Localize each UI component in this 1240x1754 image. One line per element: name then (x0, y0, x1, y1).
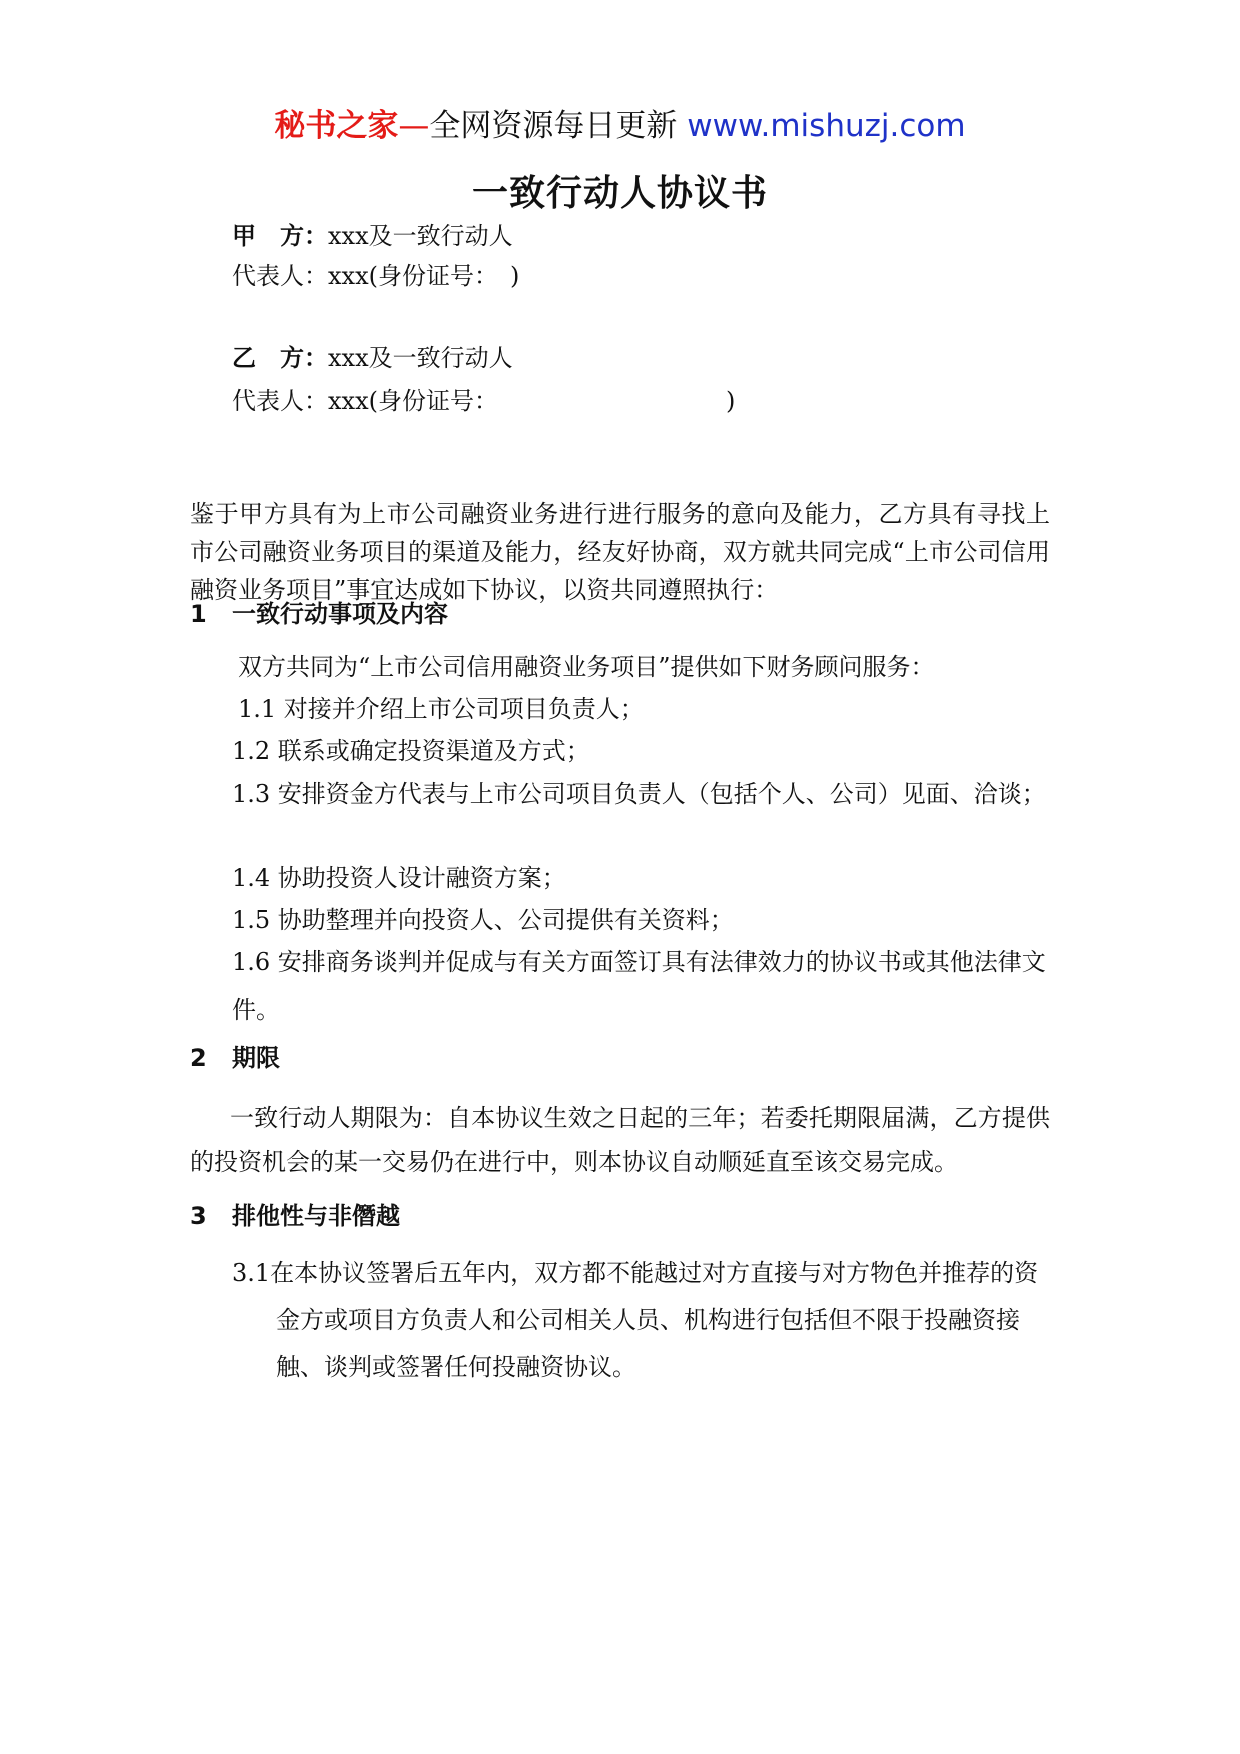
section-3-number: 3 (190, 1202, 207, 1230)
document-title: 一致行动人协议书 (471, 173, 768, 214)
party-a-name: xxx及一致行动人 (328, 222, 513, 250)
section-2-paragraph: 一致行动人期限为：自本协议生效之日起的三年；若委托期限届满，乙方提供的投资机会的某一交易仍在进行中，则本协议自动顺延直至该交易完成。 (190, 1104, 1050, 1176)
party-b-label: 乙 方： (232, 344, 328, 372)
party-b-rep-label: 代表人： (232, 387, 328, 415)
banner-brand: 秘书之家 (274, 108, 399, 144)
party-a-line (232, 220, 513, 252)
section-1-item-2: 1.2 联系或确定投资渠道及方式； (232, 737, 590, 765)
section-3-title: 排他性与非僭越 (232, 1202, 400, 1230)
party-a-rep-value: xxx(身份证号： ) (328, 262, 520, 290)
party-a-rep-label: 代表人： (232, 262, 328, 290)
party-b-rep-value: xxx(身份证号： ) (328, 387, 736, 415)
party-b-name: xxx及一致行动人 (328, 344, 513, 372)
party-a-rep-line (232, 260, 519, 292)
section-1-item-5: 1.5 协助整理并向投资人、公司提供有关资料； (232, 906, 734, 934)
party-a-label: 甲 方： (232, 222, 328, 250)
banner-url: www.mishuzj.com (687, 108, 966, 144)
section-1-intro: 双方共同为“上市公司信用融资业务项目”提供如下财务顾问服务： (238, 653, 935, 681)
section-1-item-6: 1.6 安排商务谈判并促成与有关方面签订具有法律效力的协议书或其他法律文件。 (232, 948, 1046, 1024)
section-2-title: 期限 (232, 1044, 280, 1072)
party-b-rep-line (232, 385, 735, 417)
section-3-heading (190, 1200, 400, 1232)
section-3-item-1: 3.1在本协议签署后五年内，双方都不能越过对方直接与对方物色并推荐的资金方或项目方负责人和公司相关人员、机构进行包括但不限于投融资接触、谈判或签署任何投融资协议。 (232, 1259, 1039, 1381)
section-2-heading (190, 1042, 280, 1074)
section-1-title: 一致行动事项及内容 (232, 600, 448, 628)
site-banner (0, 100, 1240, 145)
section-1-number: 1 (190, 600, 207, 628)
section-2-number: 2 (190, 1044, 207, 1072)
section-1-item-4: 1.4 协助投资人设计融资方案； (232, 864, 566, 892)
section-1-item-3: 1.3 安排资金方代表与上市公司项目负责人（包括个人、公司）见面、洽谈； (232, 780, 1046, 808)
party-b-line (232, 342, 513, 374)
banner-dash: — (398, 108, 430, 144)
section-1-item-1: 1.1 对接并介绍上市公司项目负责人； (238, 695, 644, 723)
section-1-heading (190, 598, 448, 630)
banner-slogan: 全网资源每日更新 (429, 108, 678, 144)
preamble-paragraph: 鉴于甲方具有为上市公司融资业务进行进行服务的意向及能力，乙方具有寻找上市公司融资业务项目的渠道及能力，经友好协商，双方就共同完成“上市公司信用融资业务项目”事宜达成如下协议，以资共同遵照执行： (190, 500, 1050, 604)
